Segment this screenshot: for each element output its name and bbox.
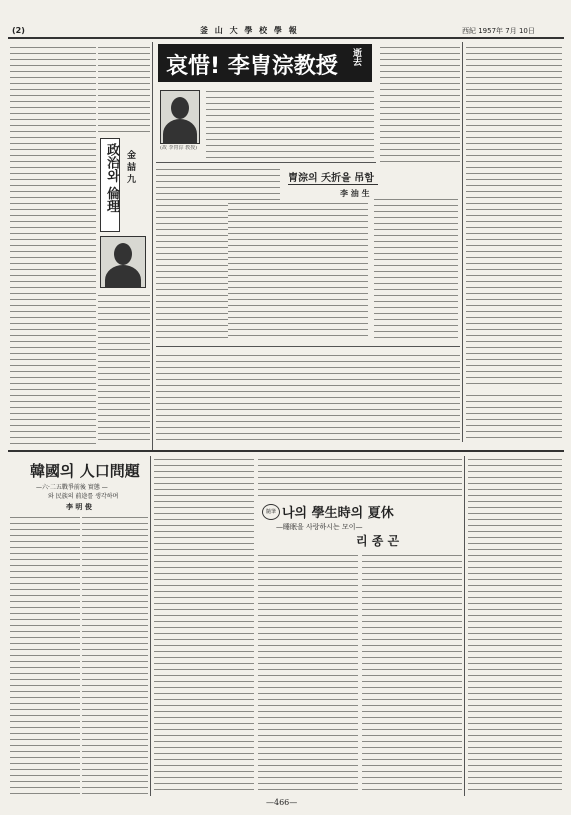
population-title: 韓國의 人口問題 [30,462,140,480]
politics-title-box [100,138,120,232]
politics-author: 金 喆 九 [125,150,135,184]
lower-right-divider [464,456,465,796]
elegy-title-box [288,166,378,185]
obituary-photo-caption: (故 李胄淙 教授) [160,145,198,151]
right-column-text [466,44,562,388]
summer-badge-label: 隨筆 [265,509,276,515]
summer-author: 리 종 곤 [356,534,400,548]
lower-middle-text [258,456,462,496]
obituary-photo [160,90,200,144]
issue-date: 西紀 1957年 7月 10日 [462,27,535,35]
portrait-head [114,243,132,265]
politics-body-text-2 [98,44,150,134]
elegy-poem-text [228,200,368,340]
lower-right-text [468,456,562,794]
politics-body-text [10,44,96,444]
column-divider [152,42,153,450]
summer-body-left [258,552,358,794]
header-rule [8,37,564,39]
elegy-title: 胄淙의 夭折을 吊함 [288,173,374,184]
obituary-side-text [380,44,460,164]
obituary-headline: 哀惜! 李胄淙教授 [166,54,338,79]
obituary-headline-box [158,44,372,82]
middle-text-block [156,352,460,442]
population-divider [150,456,151,796]
right-column-notes [466,392,562,442]
portrait-head [171,97,189,119]
population-subtitle: —六·二五戰爭前後 實態 — [36,484,108,491]
summer-body-right [362,552,462,794]
summer-title: 나의 學生時의 夏休 [282,506,394,521]
summer-badge [262,504,280,520]
population-body-left [10,514,80,794]
obituary-headline-suffix: 逝去 [351,48,361,66]
population-subtitle-2: 와 民族의 前途를 생각하며 [48,493,119,500]
obituary-body-text [206,88,374,158]
population-author: 李 明 俊 [66,502,92,511]
page-number-label: (2) [12,26,25,35]
politics-title: 政治와 倫理 [104,143,119,213]
politics-author-photo [100,236,146,288]
footer-page-number: —466— [266,798,298,807]
summer-subtitle: —睡眠을 사랑하시는 모이— [276,523,363,531]
population-continued-text [154,456,254,794]
elegy-bottom-rule [156,346,460,347]
portrait-shoulders [163,119,197,144]
mid-page-rule [8,450,564,452]
portrait-shoulders [105,265,141,288]
masthead: 釜 山 大 學 校 學 報 [200,26,299,35]
obituary-bottom-rule [156,162,376,163]
politics-body-text-3 [98,292,150,442]
right-column-divider [462,42,463,442]
elegy-right-text [374,196,458,342]
elegy-author: 李 油 生 [340,188,370,198]
population-body-right [82,514,148,794]
